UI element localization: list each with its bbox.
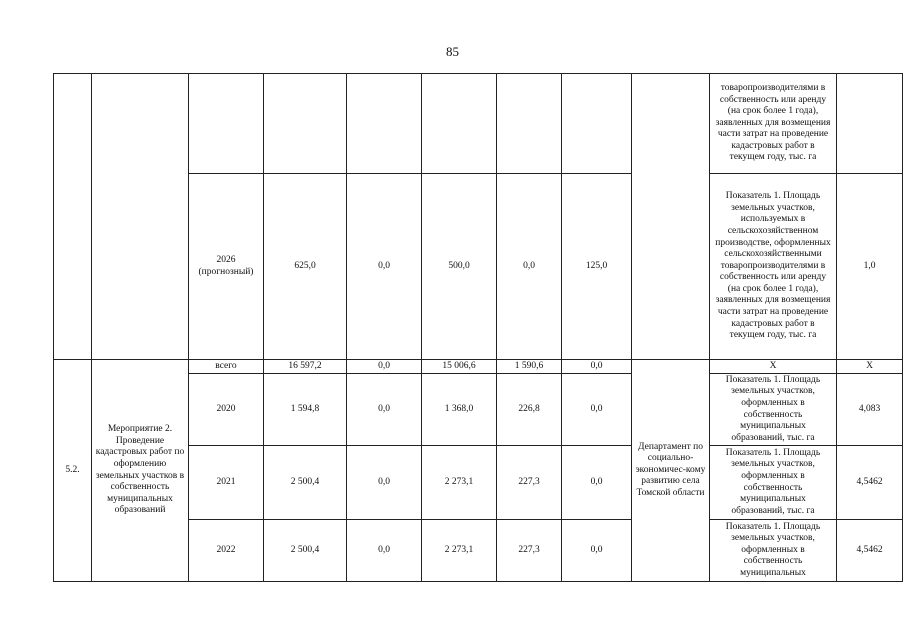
indicator-value-cell: 1,0	[837, 174, 903, 360]
federal-cell	[347, 74, 422, 174]
total-cell: 16 597,2	[264, 360, 347, 374]
year-cell: 2021	[189, 446, 264, 520]
other-cell: 0,0	[562, 374, 632, 446]
other-cell: 0,0	[562, 360, 632, 374]
row-number-cell	[54, 74, 92, 360]
indicator-cell: Показатель 1. Площадь земельных участков, используемых в сельскохозяйственном производстве, оформленных сельскохозяйственными товаропроизводителями в собственность или аренду (на срок более 1 года), заявленных для возмещения части затрат на проведение кадастровых работ в текущем году, тыс. га	[710, 174, 837, 360]
local-cell: 1 590,6	[497, 360, 562, 374]
total-cell: 2 500,4	[264, 520, 347, 582]
year-cell: 2026 (прогнозный)	[189, 174, 264, 360]
regional-cell: 15 006,6	[422, 360, 497, 374]
other-cell: 0,0	[562, 520, 632, 582]
indicator-value-cell	[837, 74, 903, 174]
federal-cell: 0,0	[347, 360, 422, 374]
local-cell: 226,8	[497, 374, 562, 446]
other-cell	[562, 74, 632, 174]
executor-cell	[632, 74, 710, 360]
indicator-value-cell: 4,5462	[837, 446, 903, 520]
indicator-value-cell: Х	[837, 360, 903, 374]
local-cell: 227,3	[497, 520, 562, 582]
indicator-cell: Показатель 1. Площадь земельных участков, оформленных в собственность муниципальных образований, тыс. га	[710, 374, 837, 446]
regional-cell: 500,0	[422, 174, 497, 360]
table-row	[54, 360, 903, 374]
regional-cell: 2 273,1	[422, 520, 497, 582]
regional-cell: 2 273,1	[422, 446, 497, 520]
other-cell: 125,0	[562, 174, 632, 360]
year-cell	[189, 74, 264, 174]
event-name-cell: Мероприятие 2. Проведение кадастровых работ по оформлению земельных участков в собственность муниципальных образований	[92, 360, 189, 582]
local-cell	[497, 74, 562, 174]
indicator-value-cell: 4,083	[837, 374, 903, 446]
total-cell: 625,0	[264, 174, 347, 360]
indicator-value-cell: 4,5462	[837, 520, 903, 582]
federal-cell: 0,0	[347, 520, 422, 582]
total-cell	[264, 74, 347, 174]
other-cell: 0,0	[562, 446, 632, 520]
row-number-cell: 5.2.	[54, 360, 92, 582]
total-cell: 2 500,4	[264, 446, 347, 520]
indicator-cell: Х	[710, 360, 837, 374]
federal-cell: 0,0	[347, 174, 422, 360]
year-cell: 2022	[189, 520, 264, 582]
indicator-cell: Показатель 1. Площадь земельных участков, оформленных в собственность муниципальных образований, тыс. га	[710, 446, 837, 520]
indicator-cell: Показатель 1. Площадь земельных участков, оформленных в собственность муниципальных	[710, 520, 837, 582]
table-row	[54, 74, 903, 174]
page-number: 85	[446, 44, 459, 59]
federal-cell: 0,0	[347, 446, 422, 520]
local-cell: 0,0	[497, 174, 562, 360]
year-cell: всего	[189, 360, 264, 374]
executor-cell: Департамент по социально-экономичес-кому развитию села Томской области	[632, 360, 710, 582]
event-name-cell	[92, 74, 189, 360]
total-cell: 1 594,8	[264, 374, 347, 446]
regional-cell: 1 368,0	[422, 374, 497, 446]
indicator-cell: товаропроизводителями в собственность или аренду (на срок более 1 года), заявленных для возмещения части затрат на проведение кадастровых работ в текущем году, тыс. га	[710, 74, 837, 174]
local-cell: 227,3	[497, 446, 562, 520]
program-table	[53, 73, 903, 582]
year-cell: 2020	[189, 374, 264, 446]
regional-cell	[422, 74, 497, 174]
federal-cell: 0,0	[347, 374, 422, 446]
